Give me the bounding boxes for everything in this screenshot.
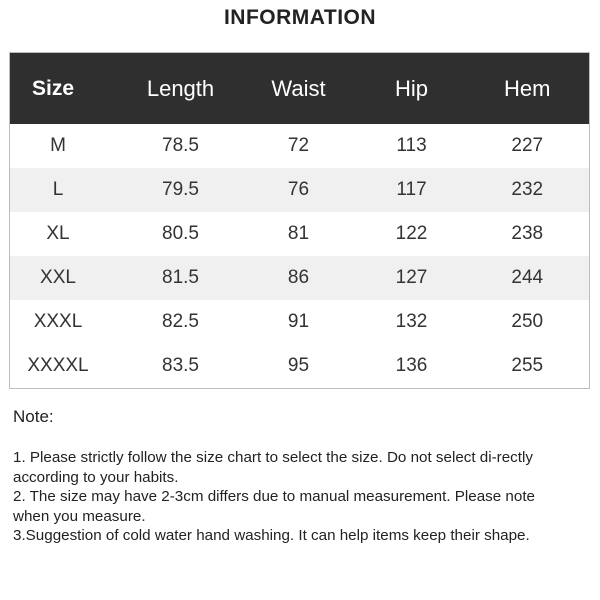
cell-size-value: XL — [46, 223, 70, 244]
cell-size — [10, 168, 122, 212]
note-item: 2. The size may have 2-3cm differs due to manual measurement. Please note when you measure. — [13, 488, 535, 525]
cell-size-value: XXL — [40, 267, 76, 288]
table-row — [10, 344, 590, 389]
cell-waist: 86 — [240, 256, 358, 300]
note-item: 1. Please strictly follow the size chart to select the size. Do not select di-rectly according to your habits. — [13, 449, 533, 486]
note-title: Note: — [13, 407, 54, 426]
cell-size-value: M — [50, 135, 66, 156]
cell-size-value: XXXL — [33, 311, 83, 332]
header-length: Length — [122, 53, 240, 125]
cell-hem: 227 — [511, 135, 544, 156]
cell-hip: 113 — [396, 135, 427, 156]
table-row — [10, 168, 590, 212]
header-hip: Hip — [358, 53, 466, 125]
cell-length: 80.5 — [162, 223, 199, 244]
cell-size-value: L — [52, 179, 64, 200]
cell-waist: 76 — [240, 168, 358, 212]
cell-size — [10, 300, 122, 344]
cell-length: 79.5 — [122, 168, 240, 212]
cell-waist: 81 — [287, 223, 310, 244]
cell-hem: 250 — [511, 311, 544, 332]
cell-hem: 232 — [466, 168, 590, 212]
table-row — [10, 124, 590, 168]
cell-length: 81.5 — [122, 256, 240, 300]
cell-hem: 255 — [511, 355, 544, 376]
table-row — [10, 256, 590, 300]
cell-size — [10, 124, 122, 168]
note-item: 3.Suggestion of cold water hand washing. It can help items keep their shape. — [13, 527, 530, 545]
cell-size-value: XXXXL — [27, 355, 89, 376]
cell-waist: 72 — [287, 135, 310, 156]
cell-hip: 127 — [358, 256, 466, 300]
cell-size — [10, 212, 122, 256]
notes-list — [13, 448, 573, 546]
cell-length: 83.5 — [162, 355, 199, 376]
cell-hip: 132 — [395, 311, 428, 332]
size-chart-table — [9, 52, 590, 389]
cell-size — [10, 344, 122, 389]
cell-hem: 238 — [511, 223, 544, 244]
table-header-row — [10, 53, 590, 125]
cell-hip: 117 — [358, 168, 466, 212]
cell-hem: 244 — [466, 256, 590, 300]
header-size: Size — [10, 53, 122, 125]
cell-waist: 95 — [287, 355, 310, 376]
table-row — [10, 300, 590, 344]
cell-size — [10, 256, 122, 300]
header-waist: Waist — [240, 53, 358, 125]
header-hem: Hem — [466, 53, 590, 125]
cell-length: 78.5 — [162, 135, 199, 156]
cell-hip: 136 — [395, 355, 428, 376]
cell-length: 82.5 — [162, 311, 199, 332]
page-title: INFORMATION — [223, 6, 377, 29]
table-row — [10, 212, 590, 256]
cell-waist: 91 — [287, 311, 310, 332]
cell-hip: 122 — [395, 223, 428, 244]
